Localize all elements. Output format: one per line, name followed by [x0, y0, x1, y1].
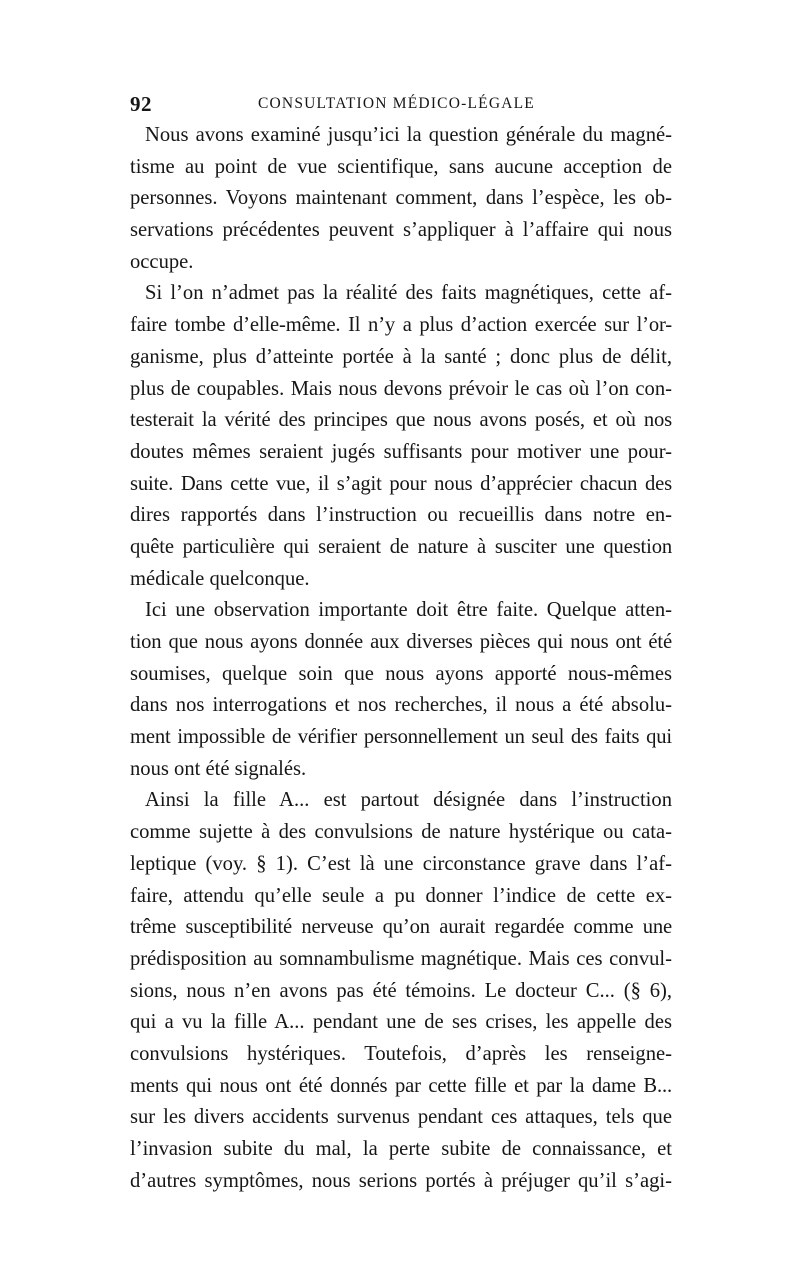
text-line: médicale quelconque.	[130, 567, 310, 590]
text-line: faire tombe d’elle-même. Il n’y a plus d’action exercée sur l’or-	[130, 314, 672, 337]
text-line: Ici une observation importante doit être faite. Quelque atten-	[145, 599, 672, 622]
page-header	[130, 92, 670, 118]
text-line: occupe.	[130, 250, 194, 273]
text-line: nous ont été signalés.	[130, 757, 307, 780]
text-line: tion que nous ayons donnée aux diverses pièces qui nous ont été	[130, 631, 672, 653]
page-number: 92	[130, 92, 152, 116]
text-line: qui a vu la fille A... pendant une de ses crises, les appelle des	[130, 1011, 672, 1034]
text-line: Nous avons examiné jusqu’ici la question générale du magné-	[145, 124, 672, 146]
text-line: prédisposition au somnambulisme magnétique. Mais ces convul-	[130, 947, 672, 970]
text-line: d’autres symptômes, nous serions portés à préjuger qu’il s’agi-	[130, 1169, 672, 1192]
text-line: ments qui nous ont été donnés par cette fille et par la dame B...	[130, 1074, 672, 1097]
text-line: sions, nous n’en avons pas été témoins. Le docteur C... (§ 6),	[130, 979, 672, 1002]
text-line: quête particulière qui seraient de nature à susciter une question	[130, 535, 672, 558]
text-line: suite. Dans cette vue, il s’agit pour nous d’apprécier chacun des	[130, 472, 672, 495]
body-text	[130, 120, 672, 1197]
text-line: soumises, quelque soin que nous ayons apporté nous-mêmes	[130, 662, 672, 685]
text-line: leptique (voy. § 1). C’est là une circonstance grave dans l’af-	[130, 852, 672, 875]
text-line: Ainsi la fille A... est partout désignée dans l’instruction	[145, 789, 672, 812]
text-line: plus de coupables. Mais nous devons prévoir le cas où l’on con-	[130, 377, 672, 400]
text-line: testerait la vérité des principes que nous avons posés, et où nos	[130, 409, 672, 432]
text-line: l’invasion subite du mal, la perte subite de connaissance, et	[130, 1138, 672, 1160]
text-line: sur les divers accidents survenus pendant ces attaques, tels que	[130, 1106, 672, 1129]
text-line: ment impossible de vérifier personnellement un seul des faits qui	[130, 726, 672, 749]
text-line: servations précédentes peuvent s’appliquer à l’affaire qui nous	[130, 219, 672, 242]
text-line: convulsions hystériques. Toutefois, d’après les renseigne-	[130, 1042, 672, 1065]
running-title: CONSULTATION MÉDICO-LÉGALE	[258, 95, 535, 112]
text-line: doutes mêmes seraient jugés suffisants pour motiver une pour-	[130, 440, 672, 463]
text-line: dans nos interrogations et nos recherches, il nous a été absolu-	[130, 694, 672, 717]
text-line: comme sujette à des convulsions de nature hystérique ou cata-	[130, 821, 672, 844]
text-line: faire, attendu qu’elle seule a pu donner l’indice de cette ex-	[130, 884, 672, 907]
text-line: personnes. Voyons maintenant comment, dans l’espèce, les ob-	[130, 187, 672, 210]
text-line: trême susceptibilité nerveuse qu’on aurait regardée comme une	[130, 916, 672, 939]
text-line: tisme au point de vue scientifique, sans aucune acception de	[130, 155, 672, 178]
text-line: dires rapportés dans l’instruction ou recueillis dans notre en-	[130, 504, 672, 527]
text-line: Si l’on n’admet pas la réalité des faits magnétiques, cette af-	[145, 282, 672, 305]
text-line: ganisme, plus d’atteinte portée à la santé ; donc plus de délit,	[130, 345, 672, 368]
